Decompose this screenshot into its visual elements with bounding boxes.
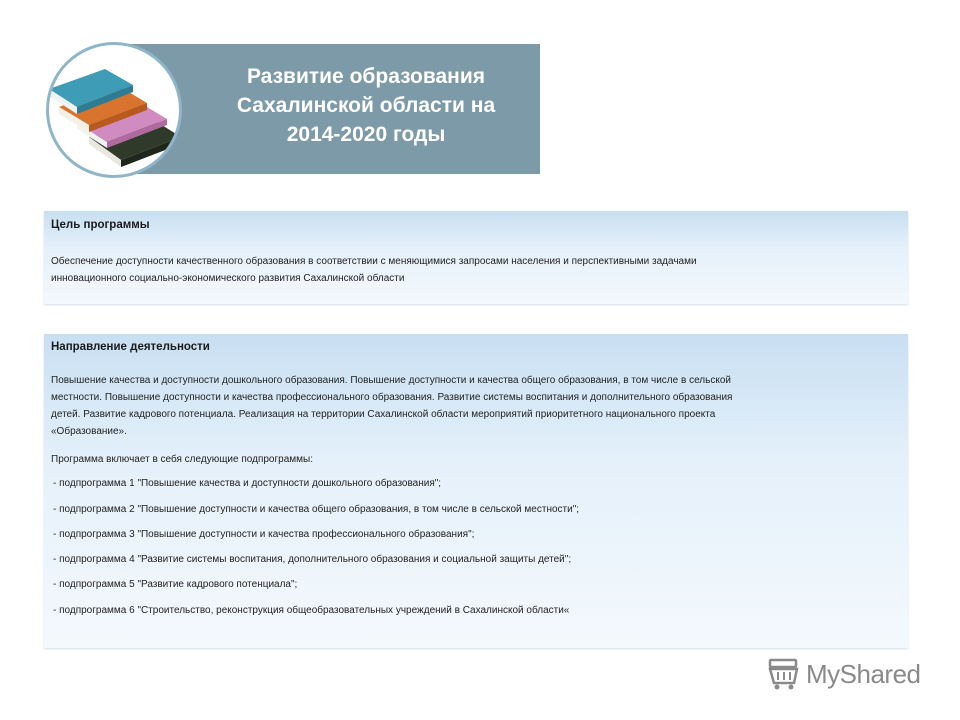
direction-line-3: детей. Развитие кадрового потенциала. Реализация на территории Сахалинской области мероприятий приоритетного национального проекта — [51, 409, 716, 420]
subprogram-item: - подпрограмма 5 "Развитие кадрового потенциала"; — [53, 579, 298, 590]
cart-icon — [766, 657, 800, 691]
title-line-2: Сахалинской области на — [236, 94, 496, 117]
goal-text — [51, 253, 891, 287]
goal-text-line-1: Обеспечение доступности качественного образования в соответствии с меняющимися запросами населения и перспективными задачами — [51, 256, 697, 267]
watermark — [766, 656, 921, 692]
subprogram-item: - подпрограмма 6 "Строительство, реконструкция общеобразовательных учреждений в Сахалинской области« — [53, 605, 570, 616]
direction-panel — [44, 334, 908, 648]
books-icon — [49, 45, 179, 175]
direction-paragraph — [51, 372, 891, 440]
page-title — [176, 62, 556, 149]
direction-line-2: местности. Повышение доступности и качества профессионального образования. Развитие системы воспитания и дополнительного образования — [51, 392, 733, 403]
goal-panel — [44, 211, 908, 304]
subprogram-item: - подпрограмма 1 "Повышение качества и доступности дошкольного образования"; — [53, 478, 442, 489]
subprograms-intro: Программа включает в себя следующие подпрограммы: — [51, 454, 313, 465]
goal-text-line-2: инновационного социально-экономического развития Сахалинской области — [51, 273, 405, 284]
direction-heading: Направление деятельности — [51, 341, 210, 353]
direction-line-1: Повышение качества и доступности дошкольного образования. Повышение доступности и качества общего образования, в том числе в сельской — [51, 375, 731, 386]
subprogram-item: - подпрограмма 3 "Повышение доступности и качества профессионального образования"; — [53, 529, 475, 540]
subprogram-item: - подпрограмма 4 "Развитие системы воспитания, дополнительного образования и социальной защиты детей"; — [53, 554, 572, 565]
subprogram-item: - подпрограмма 2 "Повышение доступности и качества общего образования, в том числе в сельской местности"; — [53, 504, 580, 515]
title-line-1: Развитие образования — [246, 65, 486, 88]
direction-line-4: «Образование». — [51, 426, 127, 437]
goal-heading: Цель программы — [51, 219, 150, 231]
watermark-text: MyShared — [806, 658, 921, 689]
books-logo — [46, 42, 182, 178]
title-line-3: 2014-2020 годы — [286, 123, 446, 146]
